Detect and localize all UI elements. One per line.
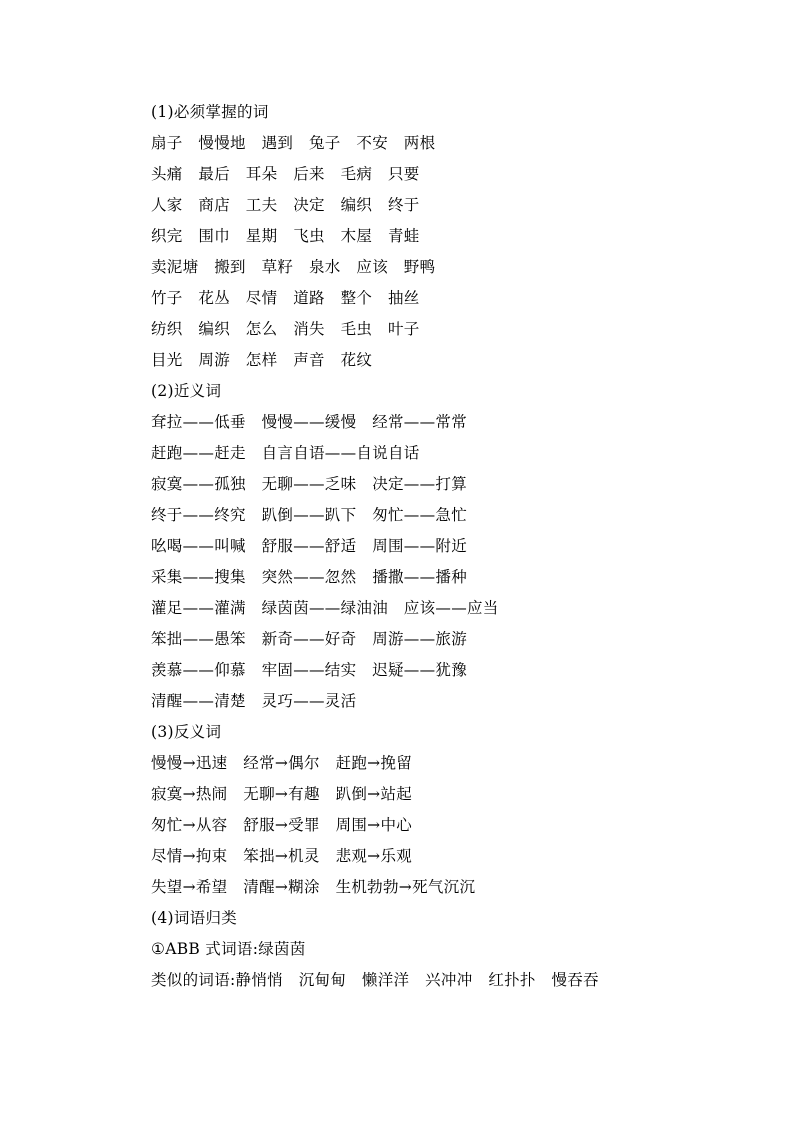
word-line: 卖泥塘 搬到 草籽 泉水 应该 野鸭 (151, 258, 436, 276)
abb-pattern-line: ①ABB 式词语:绿茵茵 (151, 940, 306, 958)
antonym-line: 寂寞→热闹 无聊→有趣 趴倒→站起 (151, 785, 413, 803)
antonym-line: 尽情→拘束 笨拙→机灵 悲观→乐观 (151, 847, 413, 865)
document-body (151, 97, 771, 996)
antonym-line: 慢慢→迅速 经常→偶尔 赶跑→挽留 (151, 754, 413, 772)
antonym-line: 匆忙→从容 舒服→受罪 周围→中心 (151, 816, 413, 834)
word-line: 人家 商店 工夫 决定 编织 终于 (151, 196, 420, 214)
word-line: 扇子 慢慢地 遇到 兔子 不安 两根 (151, 134, 436, 152)
synonym-line: 耷拉——低垂 慢慢——缓慢 经常——常常 (151, 413, 468, 431)
section-heading-word-classification: (4)词语归类 (151, 909, 238, 927)
word-line: 头痛 最后 耳朵 后来 毛病 只要 (151, 165, 420, 183)
word-line: 目光 周游 怎样 声音 花纹 (151, 351, 373, 369)
synonym-line: 寂寞——孤独 无聊——乏味 决定——打算 (151, 475, 468, 493)
word-line: 纺织 编织 怎么 消失 毛虫 叶子 (151, 320, 420, 338)
synonym-line: 笨拙——愚笨 新奇——好奇 周游——旅游 (151, 630, 468, 648)
word-line: 织完 围巾 星期 飞虫 木屋 青蛙 (151, 227, 420, 245)
antonym-line: 失望→希望 清醒→糊涂 生机勃勃→死气沉沉 (151, 878, 476, 896)
synonym-line: 终于——终究 趴倒——趴下 匆忙——急忙 (151, 506, 468, 524)
synonym-line: 清醒——清楚 灵巧——灵活 (151, 692, 357, 710)
synonym-line: 吆喝——叫喊 舒服——舒适 周围——附近 (151, 537, 468, 555)
synonym-line: 羡慕——仰慕 牢固——结实 迟疑——犹豫 (151, 661, 468, 679)
similar-words-line: 类似的词语:静悄悄 沉甸甸 懒洋洋 兴冲冲 红扑扑 慢吞吞 (151, 971, 599, 989)
section-heading-antonyms: (3)反义词 (151, 723, 222, 741)
synonym-line: 采集——搜集 突然——忽然 播撒——播种 (151, 568, 468, 586)
word-line: 竹子 花丛 尽情 道路 整个 抽丝 (151, 289, 420, 307)
synonym-line: 赶跑——赶走 自言自语——自说自话 (151, 444, 420, 462)
section-heading-synonyms: (2)近义词 (151, 382, 222, 400)
synonym-line: 灌足——灌满 绿茵茵——绿油油 应该——应当 (151, 599, 499, 617)
section-heading-must-master: (1)必须掌握的词 (151, 103, 269, 121)
